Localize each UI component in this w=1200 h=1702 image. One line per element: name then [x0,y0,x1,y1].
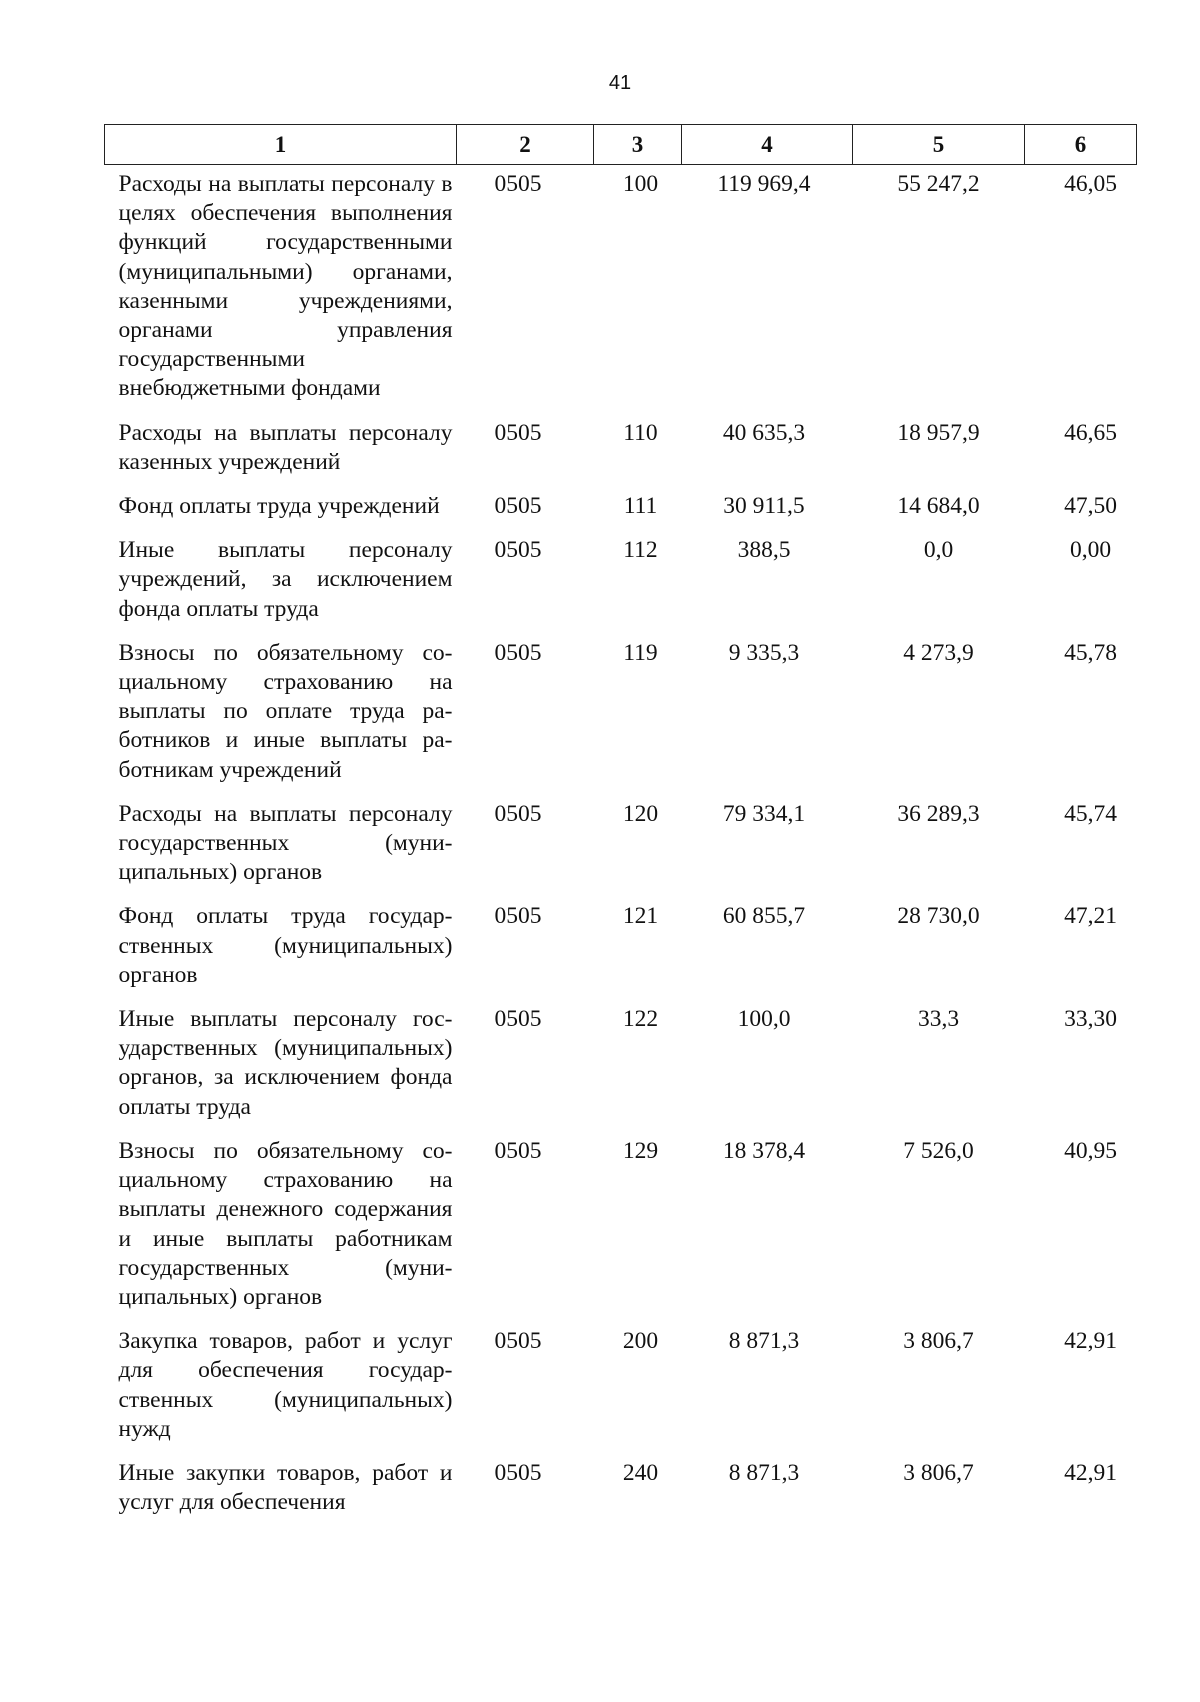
row-name-cell: Фонд оплаты труда государственных (муниципальных) органов [118,903,453,988]
section-code-cell: 0505 [494,419,542,446]
percent-cell: 0,00 [1069,537,1112,564]
plan-value-cell: 40 635,3 [722,419,806,446]
table-row [105,1001,1137,1133]
plan-value-cell: 8 871,3 [728,1459,800,1486]
table-row [105,1455,1137,1528]
plan-value-cell: 388,5 [737,537,791,564]
actual-value-cell: 33,3 [917,1006,960,1033]
section-code-cell: 0505 [494,1459,542,1486]
percent-cell: 47,21 [1064,903,1117,930]
actual-value-cell: 18 957,9 [897,419,980,446]
page-number: 41 [608,72,632,94]
table-row [105,1323,1137,1455]
plan-value-cell: 9 335,3 [728,639,800,666]
expense-type-cell: 240 [622,1459,659,1486]
plan-value-cell: 30 911,5 [723,493,805,520]
table-row [105,532,1137,635]
actual-value-cell: 36 289,3 [897,800,980,827]
percent-cell: 45,78 [1064,639,1117,666]
expense-type-cell: 120 [622,800,659,827]
actual-value-cell: 7 526,0 [903,1137,974,1164]
section-code-cell: 0505 [494,1328,542,1355]
section-code-cell: 0505 [494,493,542,520]
actual-value-cell: 3 806,7 [903,1459,974,1486]
table-row [105,796,1137,899]
percent-cell: 42,91 [1064,1328,1117,1355]
table-row [105,635,1137,796]
table-body [105,165,1137,1529]
row-name-cell: Расходы на выплаты персоналу в целях обеспечения выполнения функций государственными (муниципальными) органами, казенными учреждениями, органами управления государственными внебюджетными фондами [118,171,453,402]
table-row [105,165,1137,415]
plan-value-cell: 100,0 [737,1006,791,1033]
section-code-cell: 0505 [494,171,542,197]
plan-value-cell: 119 969,4 [717,171,811,197]
table-header-row [105,125,1137,165]
expense-type-cell: 119 [623,639,658,666]
table-row [105,488,1137,532]
section-code-cell: 0505 [494,1137,542,1164]
column-header-1: 1 [105,125,457,165]
actual-value-cell: 4 273,9 [903,639,974,666]
expense-type-cell: 100 [622,171,659,197]
section-code-cell: 0505 [494,537,542,564]
table-row [105,898,1137,1001]
row-name-cell: Взносы по обязательному социальному страхованию на выплаты денежного содержания и иные выплаты работникам государственных (муниципальных) органов [118,1137,453,1310]
expense-type-cell: 122 [622,1006,659,1033]
percent-cell: 46,65 [1064,419,1117,446]
actual-value-cell: 14 684,0 [897,493,980,520]
row-name-cell: Фонд оплаты труда учреждений [118,493,440,520]
section-code-cell: 0505 [494,639,542,666]
table-row [105,415,1137,488]
row-name-cell: Иные закупки товаров, работ и услуг для обеспечения [118,1459,453,1516]
row-name-cell: Иные выплаты персоналу государственных (муниципальных) органов, за исключением фонда оплаты труда [118,1006,453,1120]
column-header-6: 6 [1025,125,1137,165]
row-name-cell: Расходы на выплаты персоналу государственных (муниципальных) органов [118,800,453,886]
expense-type-cell: 112 [623,537,658,564]
actual-value-cell: 3 806,7 [903,1328,974,1355]
budget-table [104,124,1137,1528]
row-name-cell: Закупка товаров, работ и услуг для обеспечения государственных (муниципальных) нужд [118,1328,453,1442]
plan-value-cell: 60 855,7 [722,903,806,930]
percent-cell: 40,95 [1064,1137,1117,1164]
row-name-cell: Расходы на выплаты персоналу казенных учреждений [118,419,453,475]
column-header-5: 5 [853,125,1025,165]
table-row [105,1133,1137,1323]
percent-cell: 45,74 [1064,800,1117,827]
section-code-cell: 0505 [494,800,542,827]
expense-type-cell: 111 [623,493,658,520]
expense-type-cell: 121 [622,903,659,930]
row-name-cell: Иные выплаты персоналу учреждений, за исключением фонда оплаты труда [118,537,453,622]
actual-value-cell: 28 730,0 [897,903,980,930]
column-header-3: 3 [594,125,682,165]
expense-type-cell: 129 [622,1137,659,1164]
plan-value-cell: 18 378,4 [722,1137,806,1164]
expense-type-cell: 110 [623,419,658,446]
percent-cell: 47,50 [1064,493,1117,520]
section-code-cell: 0505 [494,1006,542,1033]
row-name-cell: Взносы по обязательному социальному страхованию на выплаты по оплате труда работников и иные выплаты работникам учреждений [118,639,453,783]
plan-value-cell: 79 334,1 [722,800,806,827]
actual-value-cell: 0,0 [923,537,954,564]
percent-cell: 46,05 [1064,171,1117,197]
expense-type-cell: 200 [622,1328,659,1355]
section-code-cell: 0505 [494,903,542,930]
column-header-2: 2 [457,125,594,165]
percent-cell: 33,30 [1064,1006,1117,1033]
column-header-4: 4 [682,125,853,165]
plan-value-cell: 8 871,3 [728,1328,800,1355]
actual-value-cell: 55 247,2 [897,171,980,197]
percent-cell: 42,91 [1064,1459,1117,1486]
